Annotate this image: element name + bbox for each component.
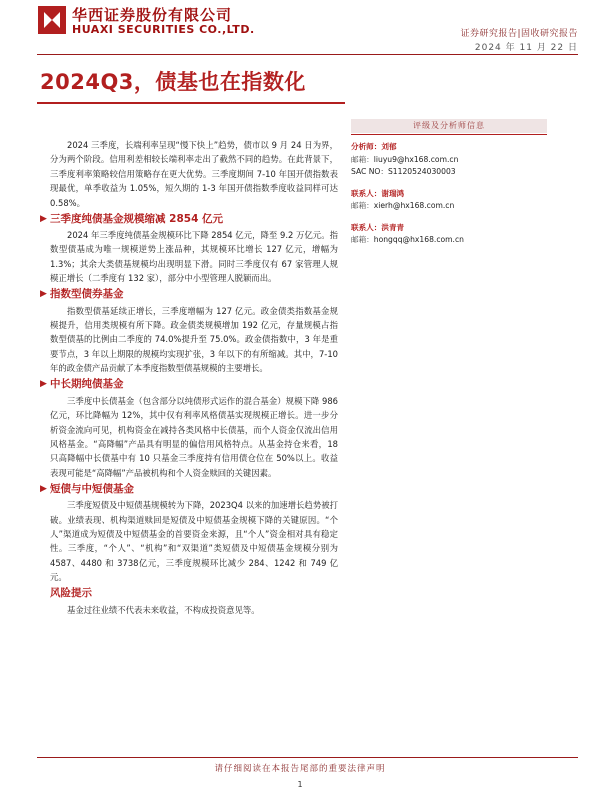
- sidebar-divider: [351, 134, 547, 135]
- email-link[interactable]: hongqq@hx168.com.cn: [373, 235, 464, 244]
- triangle-bullet-icon: ▶: [40, 213, 47, 224]
- risk-heading: 风险提示: [50, 587, 92, 600]
- section-paragraph: 三季度中长债基金（包含部分以纯债形式运作的混合基金）规模下降 986 亿元，环比降幅为 12%，其中仅有利率风格债基实现规模正增长。进一步分析资金流向可见，机构资金在减持各类风格中长债基，而个人资金仅流出信用风格基金。“高降幅”产品具有明显的偏信用风格特点。从基金持仓来看，18 只高降幅中长债基中有 10 只基金三季度持有信用债仓位在 50%以上。收益表现可能是“高降幅”产品被机构和个人资金赎回的关键因素。: [50, 395, 338, 478]
- section-heading: ▶ 指数型债券基金: [40, 288, 124, 301]
- section-heading: ▶ 三季度纯债基金规模缩减 2854 亿元: [40, 212, 224, 225]
- report-title: 2024Q3，债基也在指数化: [40, 70, 306, 94]
- email-link[interactable]: xierh@hx168.com.cn: [373, 201, 455, 210]
- analyst-role: 分析师：刘郁: [351, 142, 397, 151]
- section-heading: ▶ 中长期纯债基金: [40, 378, 124, 391]
- header-divider: [37, 54, 578, 55]
- email-label: 邮箱：: [351, 154, 374, 164]
- report-date: 2024 年 11 月 22 日: [474, 43, 578, 53]
- sac-number: SAC NO：S1120524030003: [351, 167, 456, 176]
- page-header: [0, 0, 600, 56]
- contact-card: [351, 222, 547, 247]
- contact-role: 联系人：洪青青: [351, 222, 405, 232]
- summary-column: [40, 138, 338, 617]
- legal-notice: 请仔细阅读在本报告尾部的重要法律声明: [214, 764, 386, 774]
- email-label: 邮箱：: [351, 201, 374, 210]
- report-type: 证券研究报告|固收研究报告: [460, 29, 578, 39]
- intro-paragraph: 2024 三季度，长端利率呈现“慢下快上”趋势，债市以 9 月 24 日为界，分为两个阶段。信用利差相较长端利率走出了截然不同的趋势。在此背景下，三季度利率策略较信用策略存在更大优势。三季度期间 7-10 年国开债指数表现最优，单季收益为 1.05%，短久期的 1-3 年国开债指数季度收益同样可达 0.58%。: [50, 140, 338, 208]
- triangle-bullet-icon: ▶: [40, 379, 47, 390]
- huaxi-logo-icon: [37, 5, 67, 35]
- triangle-bullet-icon: ▶: [40, 289, 47, 300]
- triangle-bullet-icon: ▶: [40, 483, 47, 494]
- page-number: 1: [297, 780, 303, 789]
- section-paragraph: 三季度短债及中短债基规模转为下降，2023Q4 以来的加速增长趋势被打破。业绩表现、机构渠道赎回是短债及中短债基金规模下降的关键原因。“个人”渠道成为短债及中短债基金的首要资金来源，且“个人”资金相对具有稳定性。三季度，“个人”、“机构”和“双渠道”类短债及中短债基金规模分别为 4587、4480 和 3738亿元，三季度规模环比减少 284、1242 和 749 亿元。: [50, 500, 338, 583]
- brand-name-en: HUAXI SECURITIES CO.,LTD.: [72, 23, 255, 36]
- analyst-sidebar: [351, 119, 547, 247]
- brand-name-cn: 华西证券股份有限公司: [72, 6, 233, 24]
- analyst-card: [351, 141, 547, 179]
- email-link[interactable]: liuyu9@hx168.com.cn: [373, 154, 459, 164]
- contact-role: 联系人：谢瑞鸿: [351, 188, 405, 198]
- section-heading: ▶ 短债与中短债基金: [40, 482, 134, 495]
- risk-paragraph: 基金过往业绩不代表未来收益，不构成投资意见等。: [67, 604, 260, 615]
- title-divider: [37, 102, 345, 104]
- sidebar-title: 评级及分析师信息: [351, 119, 547, 133]
- footer-divider: [37, 757, 578, 758]
- section-paragraph: 2024 年三季度纯债基金规模环比下降 2854 亿元，降至 9.2 万亿元。指数型债基成为唯一规模逆势上涨品种，其规模环比增长 127 亿元，增幅为 1.3%；其余大类债基规模均出现明显下滑。同时三季度仅有 67 家管理人规模正增长（二季度有 132 家），部分中小型管理人脱颖而出。: [50, 230, 338, 284]
- email-label: 邮箱：: [351, 235, 374, 244]
- section-paragraph: 指数型债基延续正增长，三季度增幅为 127 亿元。政金债类指数基金规模提升，信用类规模有所下降。政金债类规模增加 192 亿元，存量规模占指数型债基的比例由二季度的 74.0%提升至 75.0%。政金债指数中，3 年是重要节点，3 年以上期限的规模均实现扩张，3 年以下的有所缩减。其中，7-10 年的政金债产品贡献了本季度指数型债基规模的主要增长。: [50, 305, 338, 374]
- contact-card: [351, 188, 547, 213]
